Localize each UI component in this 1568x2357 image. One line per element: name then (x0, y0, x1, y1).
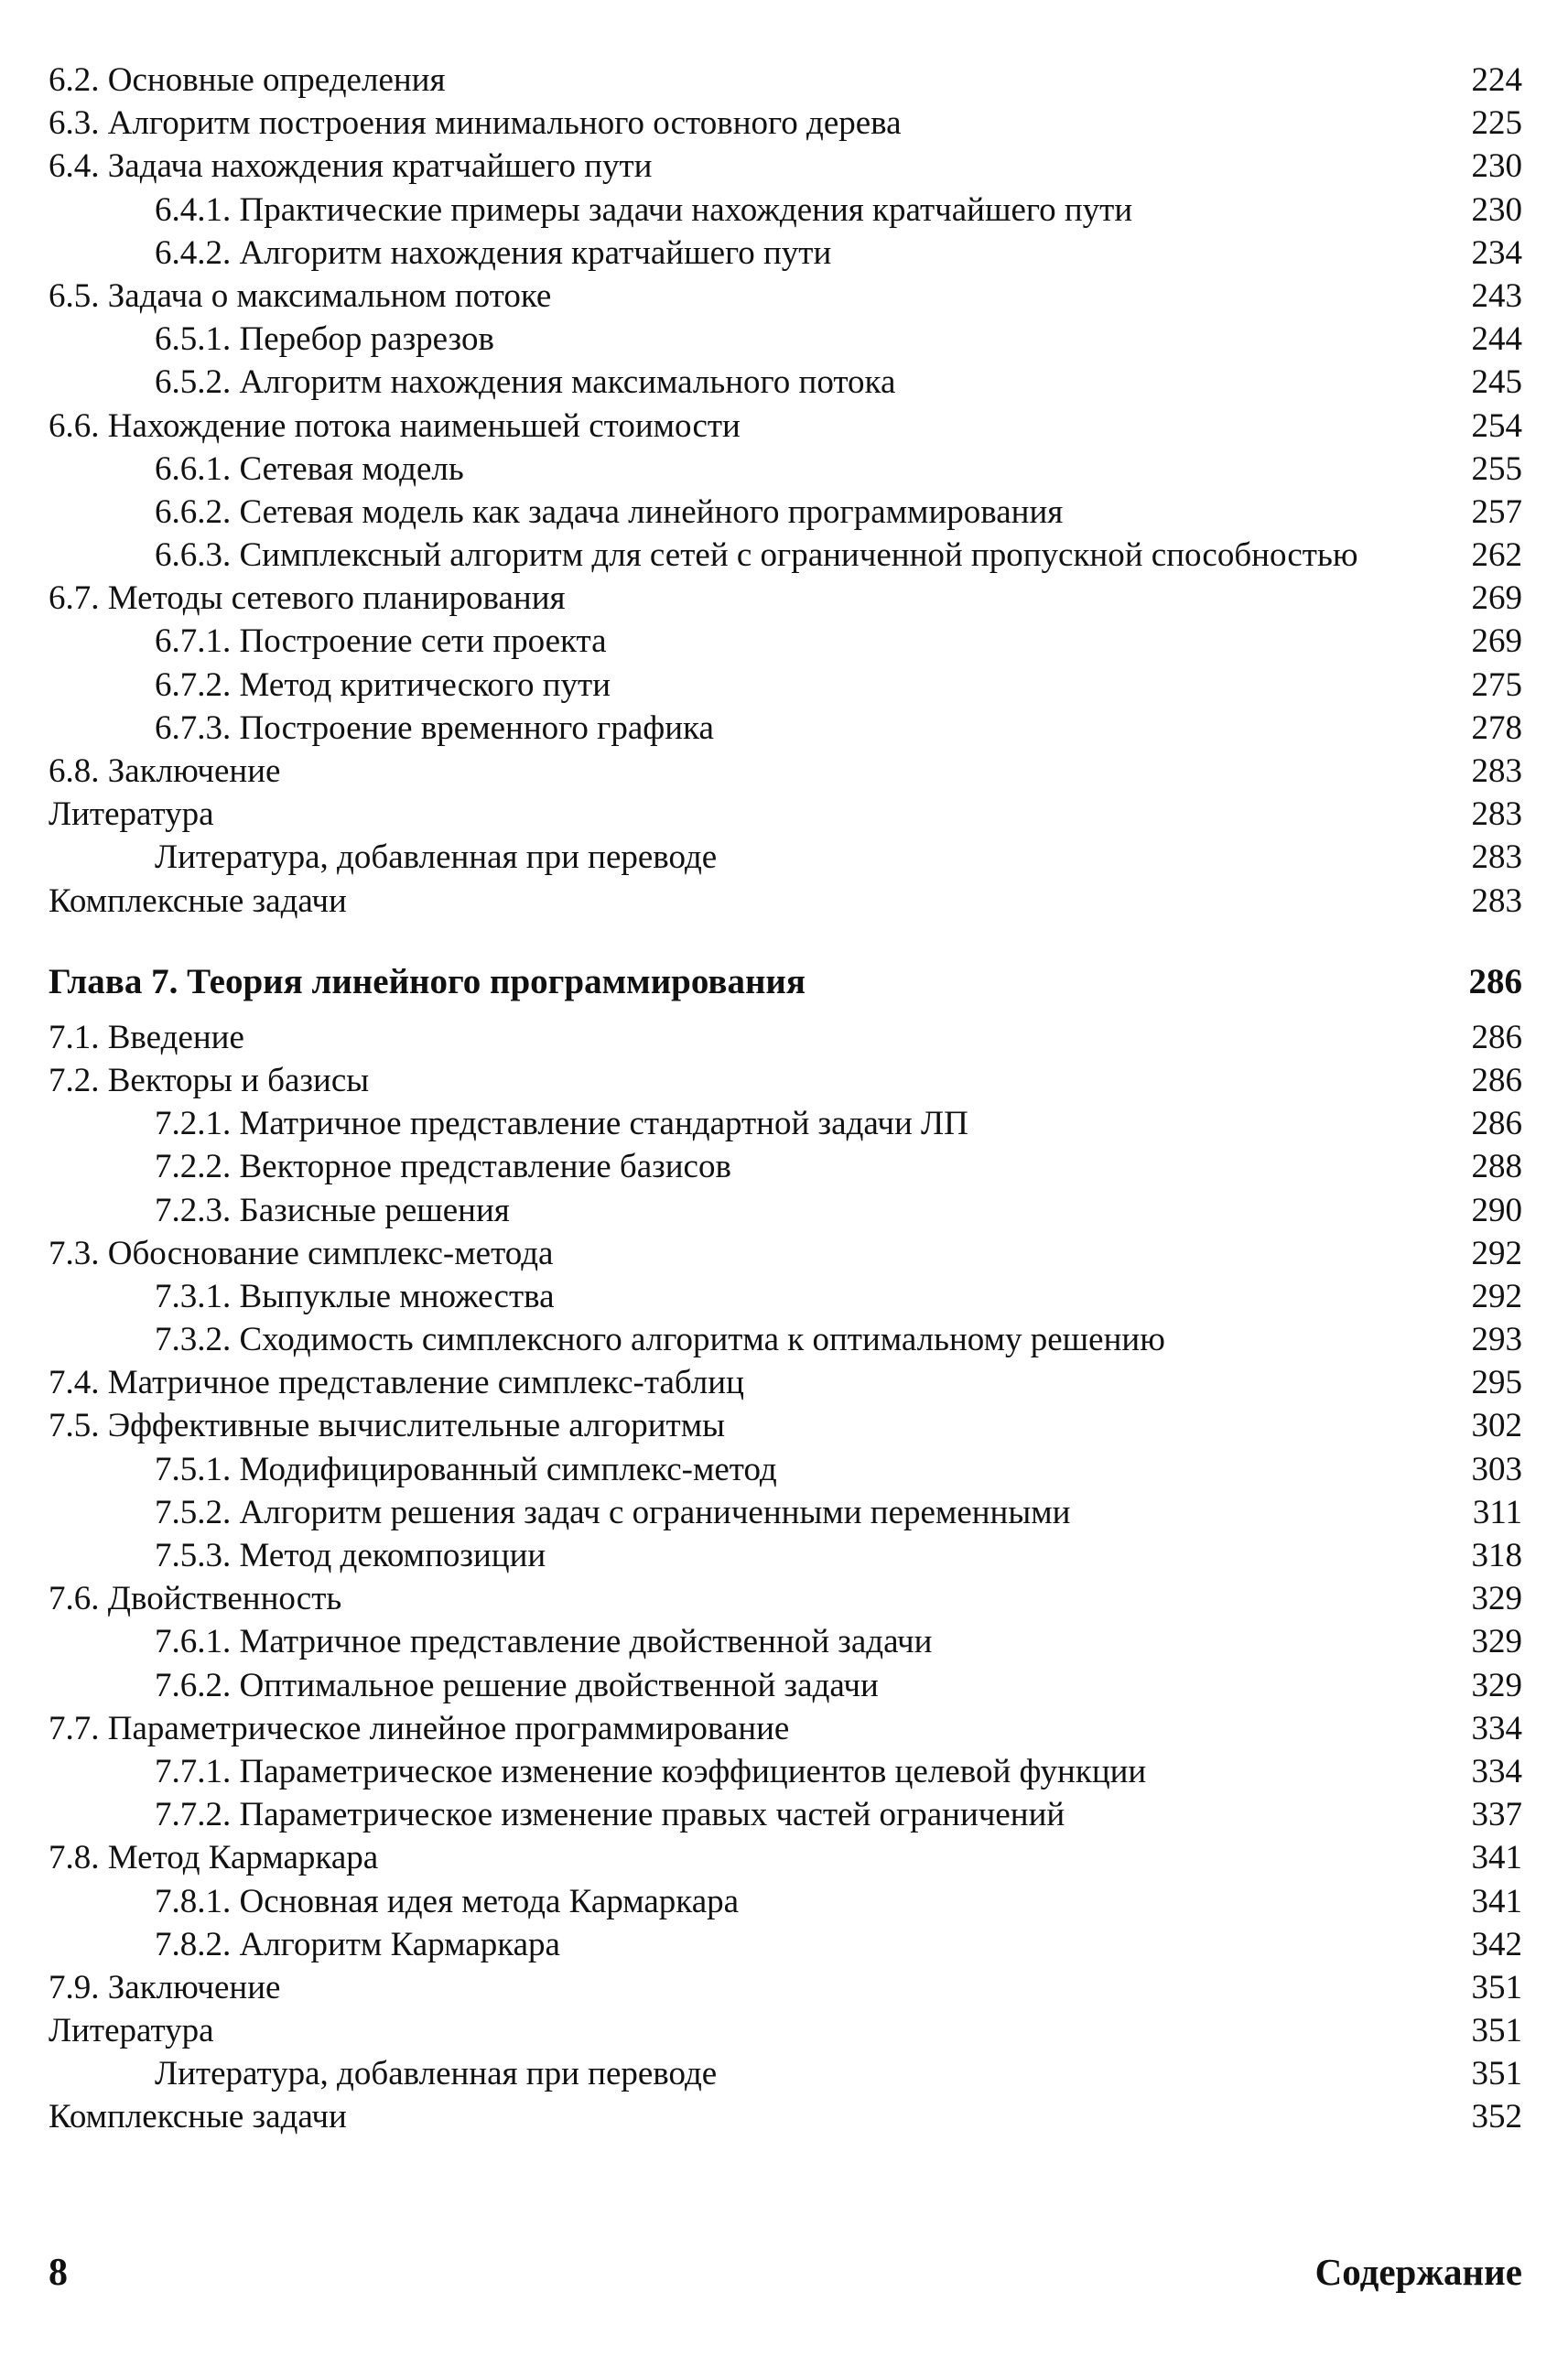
toc-entry-page-number: 245 (1471, 363, 1522, 402)
toc-entry (49, 1189, 1522, 1232)
toc-entry (49, 1707, 1522, 1750)
toc-entry (49, 232, 1522, 275)
toc-entry-page-number: 341 (1471, 1839, 1522, 1877)
toc-entry-page-number: 329 (1471, 1666, 1522, 1704)
toc-entry (49, 1059, 1522, 1102)
toc-entry-title: Комплексные задачи (49, 881, 347, 920)
toc-entry-title: 7.3.2. Сходимость симплексного алгоритма к оптимальному решению (155, 1321, 1165, 1359)
toc-entry (49, 361, 1522, 404)
toc-entry-title: 7.5.3. Метод декомпозиции (155, 1537, 546, 1574)
toc-entry-title: 7.5.1. Модифицированный симплекс-метод (155, 1450, 777, 1488)
toc-entry (49, 534, 1522, 577)
toc-entry-page-number: 351 (1471, 2012, 1522, 2050)
toc-entry-title: 6.5. Задача о максимальном потоке (49, 276, 552, 315)
toc-entry-page-number: 334 (1471, 1752, 1522, 1790)
toc-entry-page-number: 318 (1471, 1537, 1522, 1574)
toc-entry-page-number: 342 (1471, 1925, 1522, 1963)
toc-entry-title: 6.7.2. Метод критического пути (155, 665, 611, 704)
toc-entry-page-number: 286 (1471, 1018, 1522, 1056)
toc-entry (49, 1836, 1522, 1879)
toc-entry-title: 6.7.3. Построение временного графика (155, 708, 714, 747)
toc-entry-title: 6.4. Задача нахождения кратчайшего пути (49, 147, 653, 186)
toc-entry-title: 7.3. Обоснование симплекс-метода (49, 1234, 554, 1272)
chapter-title: Глава 7. Теория линейного программирования (49, 961, 806, 1001)
toc-entry-title: 7.8. Метод Кармаркара (49, 1839, 379, 1877)
toc-entry (49, 1145, 1522, 1188)
toc-entry (49, 1880, 1522, 1923)
toc-entry-title: 6.6. Нахождение потока наименьшей стоимости (49, 406, 741, 445)
toc-entry-page-number: 302 (1471, 1407, 1522, 1445)
toc-entry-title: 6.7. Методы сетевого планирования (49, 579, 566, 618)
toc-entry-page-number: 341 (1471, 1882, 1522, 1920)
toc-entry (49, 275, 1522, 318)
toc-entry-page-number: 286 (1471, 1105, 1522, 1143)
toc-entry-title: 7.7. Параметрическое линейное программирование (49, 1709, 790, 1747)
toc-entry (49, 1793, 1522, 1836)
toc-entry (49, 405, 1522, 448)
toc-entry-title: 7.4. Матричное представление симплекс-таблиц (49, 1364, 744, 1402)
toc-entry-title: 6.5.2. Алгоритм нахождения максимального потока (155, 363, 896, 402)
toc-entry (49, 448, 1522, 491)
toc-entry (49, 880, 1522, 923)
toc-entry-title: 7.2.2. Векторное представление базисов (155, 1148, 731, 1186)
toc-entry-title: 7.7.1. Параметрическое изменение коэффициентов целевой функции (155, 1752, 1147, 1790)
toc-entry-title: Литература (49, 2012, 214, 2050)
toc-entry-page-number: 292 (1471, 1234, 1522, 1272)
toc-entry-title: 6.6.3. Симплексный алгоритм для сетей с ограниченной пропускной способностью (155, 536, 1358, 575)
toc-entry-page-number: 283 (1471, 795, 1522, 834)
toc-entry-page-number: 244 (1471, 320, 1522, 359)
toc-entry-page-number: 269 (1471, 622, 1522, 661)
toc-entry-title: 7.8.2. Алгоритм Кармаркара (155, 1925, 560, 1963)
toc-entry-page-number: 351 (1471, 2055, 1522, 2093)
toc-entry-title: 6.6.1. Сетевая модель (155, 449, 464, 488)
toc-entry (49, 836, 1522, 879)
toc-entry-title: 7.2.1. Матричное представление стандартной задачи ЛП (155, 1105, 968, 1143)
toc-entry-title: 6.7.1. Построение сети проекта (155, 622, 607, 661)
toc-entry (49, 1923, 1522, 1966)
toc-entry-page-number: 290 (1471, 1191, 1522, 1229)
toc-entry-page-number: 283 (1471, 881, 1522, 920)
toc-entry (49, 1620, 1522, 1663)
toc-entry-title: 7.3.1. Выпуклые множества (155, 1277, 555, 1315)
toc-entry (49, 1577, 1522, 1620)
toc-entry-title: 6.8. Заключение (49, 752, 281, 790)
toc-entry-title: 7.2. Векторы и базисы (49, 1061, 370, 1099)
toc-entry-page-number: 257 (1471, 492, 1522, 531)
toc-entry-page-number: 311 (1472, 1493, 1522, 1531)
toc-entry-title: 7.7.2. Параметрическое изменение правых частей ограничений (155, 1796, 1065, 1834)
toc-entry (49, 577, 1522, 620)
toc-entry-title: 7.6.2. Оптимальное решение двойственной задачи (155, 1666, 879, 1704)
toc-entry-title: 7.6. Двойственность (49, 1580, 342, 1618)
toc-entry-title: 6.4.2. Алгоритм нахождения кратчайшего пути (155, 233, 832, 272)
toc-entry-page-number: 283 (1471, 752, 1522, 790)
toc-entry-page-number: 303 (1471, 1450, 1522, 1488)
toc-entry-page-number: 351 (1471, 1968, 1522, 2006)
toc-entry-page-number: 334 (1471, 1709, 1522, 1747)
toc-section-chapter-6 (49, 59, 1522, 923)
toc-entry-page-number: 352 (1471, 2098, 1522, 2136)
toc-entry (49, 620, 1522, 663)
toc-entry (49, 793, 1522, 836)
toc-entry-title: 6.6.2. Сетевая модель как задача линейного программирования (155, 492, 1064, 531)
toc-entry (49, 318, 1522, 361)
toc-entry-page-number: 224 (1471, 61, 1522, 99)
toc-entry-title: 6.3. Алгоритм построения минимального остовного дерева (49, 104, 902, 143)
toc-entry-page-number: 293 (1471, 1321, 1522, 1359)
toc-entry-title: 6.4.1. Практические примеры задачи нахождения кратчайшего пути (155, 190, 1133, 229)
toc-entry (49, 750, 1522, 793)
toc-entry (49, 1016, 1522, 1059)
toc-entry (49, 1448, 1522, 1491)
toc-entry-title: 6.5.1. Перебор разрезов (155, 320, 494, 359)
toc-entry-title: 7.8.1. Основная идея метода Кармаркара (155, 1882, 740, 1920)
toc-entry-page-number: 243 (1471, 276, 1522, 315)
toc-entry-page-number: 275 (1471, 665, 1522, 704)
toc-entry-title: 7.9. Заключение (49, 1968, 281, 2006)
toc-entry-title: 6.2. Основные определения (49, 61, 446, 99)
toc-entry-title: 7.6.1. Матричное представление двойственной задачи (155, 1623, 933, 1661)
toc-entry (49, 145, 1522, 188)
page-footer (49, 2250, 1522, 2295)
toc-entry (49, 59, 1522, 102)
toc-entry (49, 1750, 1522, 1793)
toc-page (49, 59, 1522, 2139)
toc-entry-page-number: 254 (1471, 406, 1522, 445)
toc-entry-title: 7.1. Введение (49, 1018, 244, 1056)
toc-entry-page-number: 292 (1471, 1277, 1522, 1315)
toc-entry-page-number: 283 (1471, 838, 1522, 877)
toc-entry-page-number: 278 (1471, 708, 1522, 747)
toc-entry (49, 2095, 1522, 2138)
toc-entry (49, 1232, 1522, 1275)
toc-entry (49, 1966, 1522, 2009)
toc-entry-page-number: 329 (1471, 1623, 1522, 1661)
toc-entry-page-number: 262 (1471, 536, 1522, 575)
toc-entry-page-number: 225 (1471, 104, 1522, 143)
toc-entry-page-number: 337 (1471, 1796, 1522, 1834)
toc-entry (49, 1361, 1522, 1404)
chapter-heading (49, 959, 1522, 1005)
toc-entry-title: Литература, добавленная при переводе (155, 838, 718, 877)
toc-entry (49, 1534, 1522, 1577)
toc-entry-title: 7.5. Эффективные вычислительные алгоритмы (49, 1407, 725, 1445)
chapter-page-number: 286 (1468, 961, 1522, 1001)
toc-entry (49, 491, 1522, 534)
toc-entry-page-number: 255 (1471, 449, 1522, 488)
toc-entry (49, 1275, 1522, 1318)
toc-entry-page-number: 295 (1471, 1364, 1522, 1402)
toc-entry-page-number: 230 (1471, 147, 1522, 186)
toc-entry (49, 1664, 1522, 1707)
toc-entry (49, 664, 1522, 707)
toc-section-chapter-7 (49, 1016, 1522, 2139)
footer-section-name: Содержание (1314, 2251, 1522, 2293)
toc-entry-page-number: 234 (1471, 233, 1522, 272)
toc-entry-title: 7.5.2. Алгоритм решения задач с ограниченными переменными (155, 1493, 1071, 1531)
toc-entry-page-number: 286 (1471, 1061, 1522, 1099)
toc-entry-title: 7.2.3. Базисные решения (155, 1191, 510, 1229)
toc-entry (49, 1318, 1522, 1361)
toc-entry-title: Литература (49, 795, 214, 834)
toc-entry-page-number: 329 (1471, 1580, 1522, 1618)
toc-entry (49, 2009, 1522, 2052)
toc-entry-page-number: 269 (1471, 579, 1522, 618)
toc-entry-title: Комплексные задачи (49, 2098, 347, 2136)
toc-entry-page-number: 288 (1471, 1148, 1522, 1186)
toc-entry (49, 1404, 1522, 1447)
footer-page-number: 8 (49, 2252, 68, 2294)
toc-entry (49, 1102, 1522, 1145)
toc-entry (49, 707, 1522, 750)
toc-entry (49, 1491, 1522, 1534)
toc-entry (49, 102, 1522, 145)
toc-entry (49, 189, 1522, 232)
toc-entry (49, 2052, 1522, 2095)
toc-entry-page-number: 230 (1471, 190, 1522, 229)
toc-entry-title: Литература, добавленная при переводе (155, 2055, 718, 2093)
